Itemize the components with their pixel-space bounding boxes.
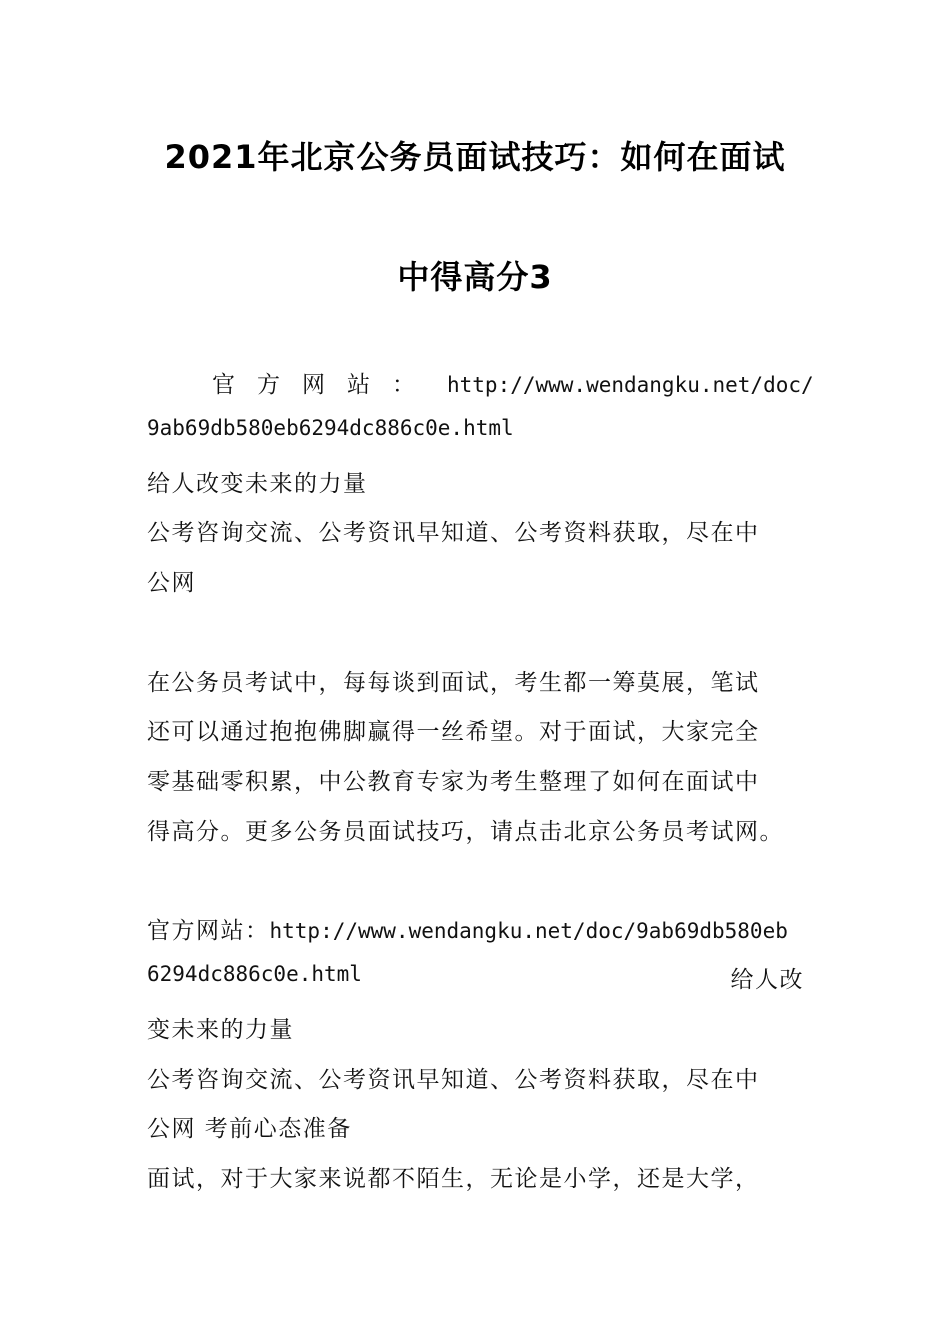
site-label-row-2 [147,912,788,945]
paragraph-1-line-3: 零基础零积累，中公教育专家为考生整理了如何在面试中 [147,769,760,795]
site-label-row [212,366,814,399]
site-label-2: 官方网站： [147,918,270,944]
ad-line-1: 公考咨询交流、公考资讯早知道、公考资料获取，尽在中 [147,520,760,546]
ad-2-line-2: 公网 考前心态准备 [147,1116,352,1142]
document-title-line-1: 2021年北京公务员面试技巧：如何在面试 [164,138,786,176]
slogan-2-part-2: 变未来的力量 [147,1017,294,1043]
paragraph-1-line-4: 得高分。更多公务员面试技巧，请点击北京公务员考试网。 [147,819,784,845]
site-url-part-1[interactable]: http://www.wendangku.net/doc/ [447,373,814,397]
site-url-part-2[interactable]: 9ab69db580eb6294dc886c0e.html [147,416,514,440]
paragraph-1-line-1: 在公务员考试中，每每谈到面试，考生都一筹莫展，笔试 [147,670,760,696]
paragraph-2-line-1: 面试，对于大家来说都不陌生，无论是小学，还是大学， [147,1166,760,1192]
document-title-line-2: 中得高分3 [397,258,553,296]
ad-2-line-1: 公考咨询交流、公考资讯早知道、公考资料获取，尽在中 [147,1067,760,1093]
slogan-2-part-1: 给人改 [730,967,804,993]
site-url-2-part-2[interactable]: 6294dc886c0e.html [147,962,362,986]
site-label: 官方网站： [212,372,437,398]
site-url-2-part-1[interactable]: http://www.wendangku.net/doc/9ab69db580eb [269,919,788,943]
slogan: 给人改变未来的力量 [147,471,368,497]
paragraph-1-line-2: 还可以通过抱抱佛脚赢得一丝希望。对于面试，大家完全 [147,719,760,745]
ad-line-2: 公网 [147,570,196,596]
